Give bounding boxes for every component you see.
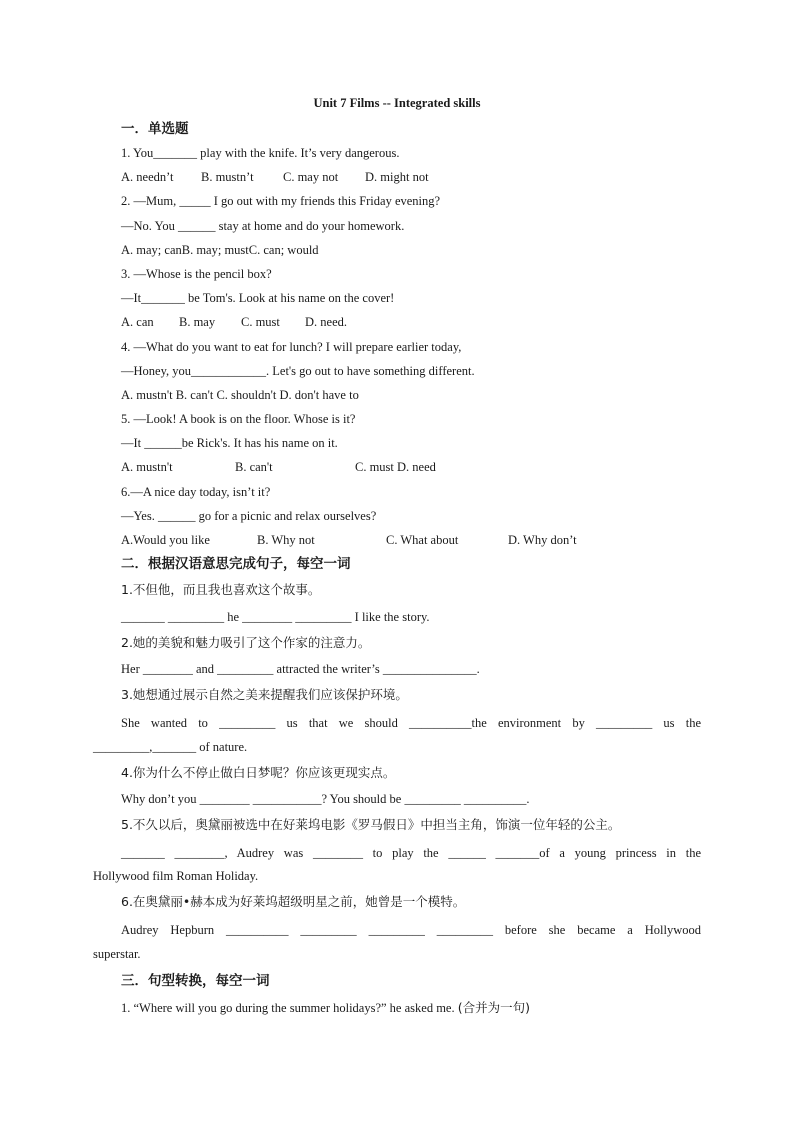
transformation-1-instruction: (合并为一句) bbox=[457, 999, 530, 1015]
option-d: D. might not bbox=[365, 170, 429, 185]
question-3-line-2: —It_______ be Tom's. Look at his name on the cover! bbox=[121, 291, 395, 306]
transformation-1 bbox=[121, 998, 701, 1022]
translation-3-chinese: 3.她想通过展示自然之美来提醒我们应该保护环境。 bbox=[121, 687, 408, 703]
question-5-line-2: —It ______be Rick's. It has his name on it. bbox=[121, 436, 338, 451]
page-title: Unit 7 Films -- Integrated skills bbox=[313, 96, 481, 110]
translation-3-english-line-1: She wanted to _________ us that we should __________the environment by _________ us the bbox=[121, 716, 701, 731]
question-2-options: A. may; canB. may; mustC. can; would bbox=[121, 242, 319, 257]
translation-6-english-line-2: superstar. bbox=[93, 946, 141, 961]
question-6-line-1: 6.—A nice day today, isn’t it? bbox=[121, 484, 271, 499]
option-a: A. needn’t bbox=[121, 170, 174, 185]
translation-1-chinese: 1.不但他，而且我也喜欢这个故事。 bbox=[121, 582, 321, 598]
question-5-line-1: 5. —Look! A book is on the floor. Whose is it? bbox=[121, 412, 356, 427]
translation-2-english: Her ________ and _________ attracted the writer’s _______________. bbox=[121, 662, 480, 677]
question-6-line-2: —Yes. ______ go for a picnic and relax ourselves? bbox=[121, 508, 377, 523]
option-b: B. Why not bbox=[257, 533, 315, 547]
worksheet-content bbox=[93, 119, 701, 1022]
transformation-1-english: 1. “Where will you go during the summer holidays?” he asked me. bbox=[121, 1000, 458, 1015]
translation-6-english-line-1: Audrey Hepburn __________ _________ _________ _________ before she became a Hollywood bbox=[121, 923, 701, 938]
translation-5-english-line-2: Hollywood film Roman Holiday. bbox=[93, 869, 259, 884]
section-heading-sentence-transformation: 三．句型转换，每空一词 bbox=[121, 972, 270, 989]
option-b: B. may bbox=[179, 315, 216, 330]
question-1-options bbox=[121, 167, 701, 191]
question-4-line-1: 4. —What do you want to eat for lunch? I will prepare earlier today, bbox=[121, 339, 462, 354]
option-c: C. What about bbox=[386, 533, 459, 547]
translation-4-chinese: 4.你为什么不停止做白日梦呢？你应该更现实点。 bbox=[121, 764, 396, 780]
question-3-options bbox=[121, 312, 701, 336]
option-c: C. must D. need bbox=[355, 460, 436, 475]
option-c: C. may not bbox=[283, 170, 339, 185]
section-heading-translation: 二．根据汉语意思完成句子，每空一词 bbox=[121, 556, 351, 573]
section-heading-single-choice: 一．单选题 bbox=[121, 121, 189, 137]
translation-5-english-line-1: _______ ________, Audrey was ________ to play the ______ _______of a young princess in the bbox=[121, 845, 701, 860]
option-d: D. Why don’t bbox=[508, 533, 577, 547]
question-1-stem: 1. You_______ play with the knife. It’s very dangerous. bbox=[121, 146, 400, 160]
translation-2-chinese: 2.她的美貌和魅力吸引了这个作家的注意力。 bbox=[121, 635, 371, 651]
question-3-line-1: 3. —Whose is the pencil box? bbox=[121, 266, 272, 281]
question-4-line-2: —Honey, you____________. Let's go out to have something different. bbox=[121, 363, 475, 378]
option-a: A. mustn't bbox=[121, 460, 173, 475]
translation-6-chinese: 6.在奥黛丽•赫本成为好莱坞超级明星之前，她曾是一个模特。 bbox=[121, 894, 466, 910]
option-b: B. mustn’t bbox=[201, 170, 254, 185]
question-2-line-1: 2. —Mum, _____ I go out with my friends this Friday evening? bbox=[121, 194, 441, 209]
translation-5-chinese: 5.不久以后，奥黛丽被选中在好莱坞电影《罗马假日》中担当主角，饰演一位年轻的公主。 bbox=[121, 816, 621, 832]
option-d: D. need. bbox=[305, 315, 347, 330]
option-c: C. must bbox=[241, 315, 280, 330]
question-2-line-2: —No. You ______ stay at home and do your homework. bbox=[121, 218, 405, 233]
question-4-options: A. mustn't B. can't C. shouldn't D. don't have to bbox=[121, 387, 359, 402]
option-a: A.Would you like bbox=[121, 533, 210, 547]
translation-4-english: Why don’t you ________ ___________? You should be _________ __________. bbox=[121, 791, 530, 806]
translation-1-english: _______ _________ he ________ _________ I like the story. bbox=[121, 610, 430, 625]
question-6-options bbox=[121, 530, 701, 554]
question-5-options bbox=[121, 457, 701, 481]
option-b: B. can't bbox=[235, 460, 273, 475]
translation-3-english-line-2: _________,_______ of nature. bbox=[93, 739, 248, 754]
option-a: A. can bbox=[121, 315, 154, 330]
